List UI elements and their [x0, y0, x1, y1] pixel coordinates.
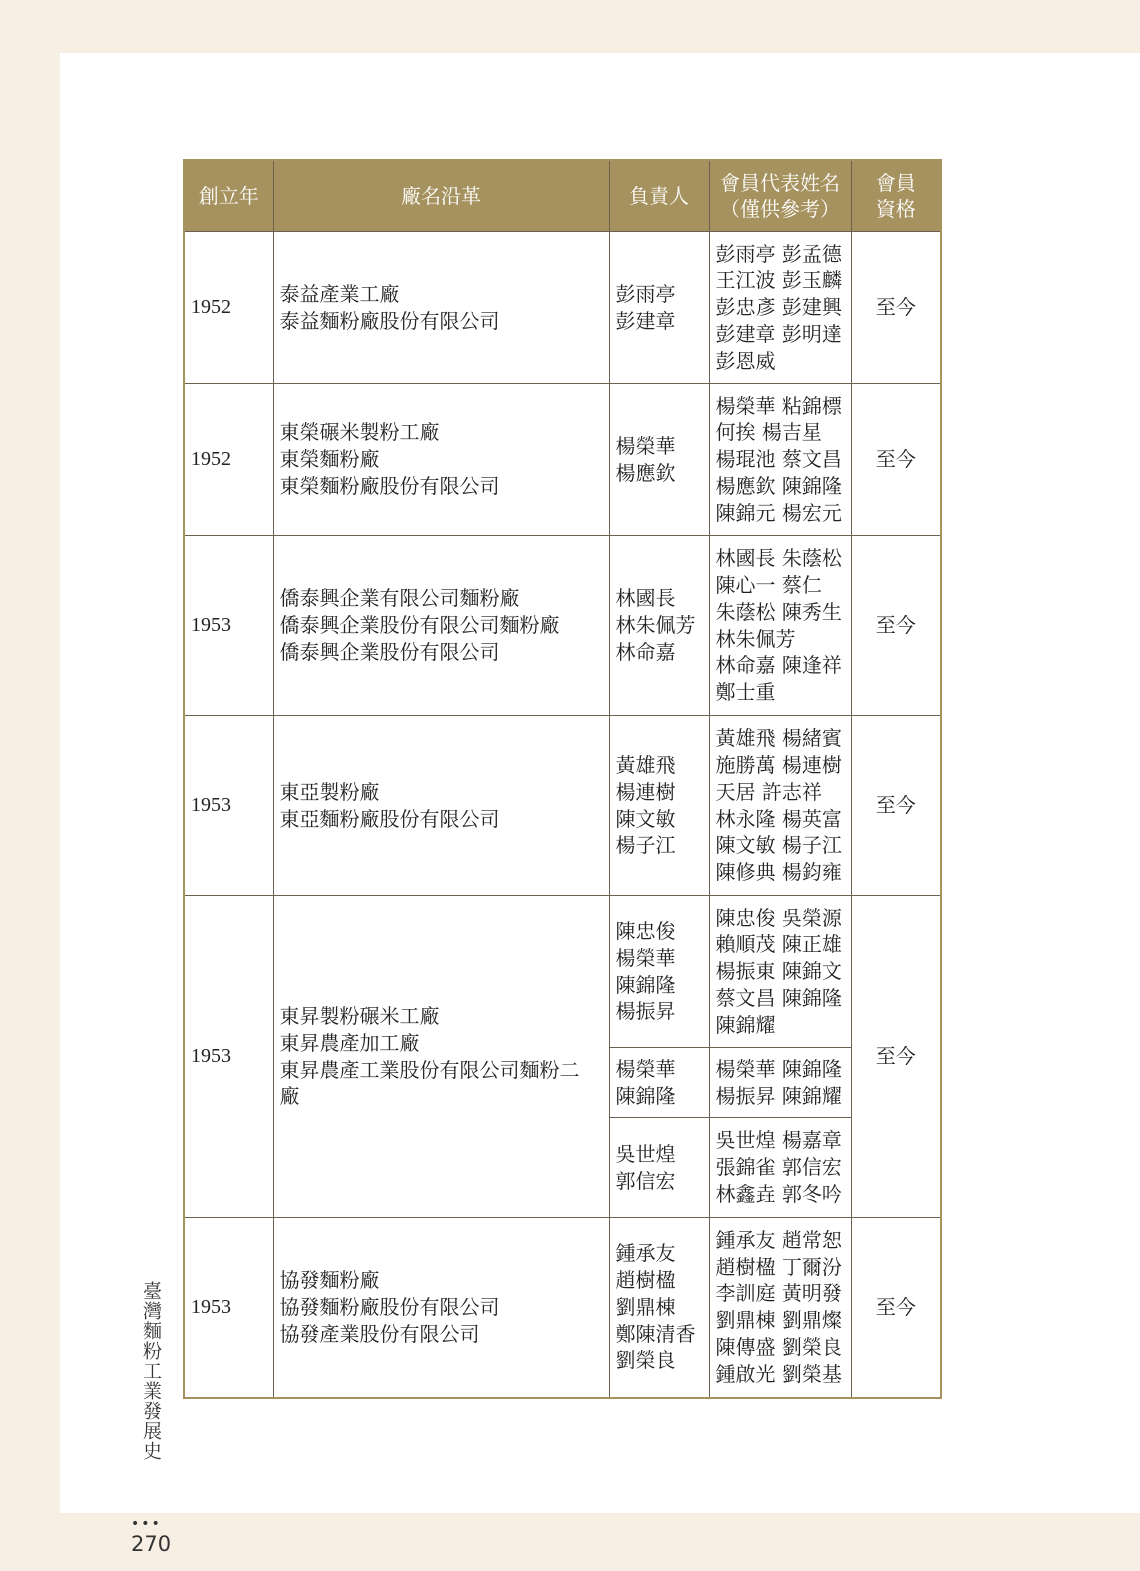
- representative-line: 楊振昇 陳錦耀: [715, 1083, 842, 1108]
- company-name-line: 東昇農產加工廠: [279, 1030, 420, 1055]
- table-row: [184, 232, 941, 384]
- owner-line: 彭建章: [615, 308, 676, 333]
- page-number: 270: [131, 1532, 172, 1556]
- representatives-cell: [709, 1118, 851, 1218]
- table-row: [184, 716, 941, 896]
- owner-line: 楊子江: [615, 833, 676, 858]
- header-year: 創立年: [184, 160, 273, 232]
- company-name-line: 泰益麵粉廠股份有限公司: [279, 308, 500, 333]
- owner-line: 劉榮良: [615, 1348, 676, 1373]
- table-row: [184, 384, 941, 536]
- representative-line: 陳文敏 楊子江: [715, 833, 842, 858]
- representative-line: 張錦雀 郭信宏: [715, 1155, 842, 1180]
- year-cell: 1952: [184, 384, 273, 536]
- header-status-line: 會員: [875, 171, 916, 195]
- membership-status-cell: 至今: [851, 232, 941, 384]
- representative-line: 林命嘉 陳逢祥: [715, 653, 842, 678]
- year-cell: 1953: [184, 536, 273, 716]
- company-name-line: 協發麵粉廠股份有限公司: [279, 1294, 500, 1319]
- company-name-line: 僑泰興企業股份有限公司: [279, 639, 500, 664]
- owner-line: 劉鼎棟: [615, 1294, 676, 1319]
- owner-line: 林命嘉: [615, 639, 676, 664]
- representative-line: 鍾承友 趙常恕: [715, 1227, 842, 1252]
- owner-cell: [609, 896, 709, 1048]
- owner-line: 鍾承友: [615, 1241, 676, 1266]
- representative-line: 天居 許志祥: [715, 779, 822, 804]
- year-cell: 1952: [184, 232, 273, 384]
- representative-line: 李訓庭 黃明發: [715, 1281, 842, 1306]
- company-name-cell: [273, 232, 609, 384]
- year-cell: 1953: [184, 896, 273, 1218]
- company-name-cell: [273, 536, 609, 716]
- header-name: 廠名沿革: [273, 160, 609, 232]
- page: [60, 53, 1140, 1556]
- company-name-line: 東榮麵粉廠: [279, 447, 380, 472]
- representatives-cell: [709, 384, 851, 536]
- company-name-line: 僑泰興企業有限公司麵粉廠: [279, 586, 520, 611]
- company-name-line: 協發產業股份有限公司: [279, 1321, 480, 1346]
- representative-line: 朱蔭松 陳秀生: [715, 599, 842, 624]
- owner-cell: [609, 1048, 709, 1118]
- owner-cell: [609, 1118, 709, 1218]
- owner-cell: [609, 232, 709, 384]
- company-name-cell: [273, 384, 609, 536]
- member-registry-table: [183, 159, 942, 1399]
- membership-status-cell: 至今: [851, 896, 941, 1218]
- header-reps-line: （僅供參考）: [720, 197, 840, 221]
- membership-status-cell: 至今: [851, 1218, 941, 1398]
- representatives-cell: [709, 1048, 851, 1118]
- membership-status-cell: 至今: [851, 536, 941, 716]
- representative-line: 陳錦耀: [715, 1012, 776, 1037]
- company-name-line: 東亞麵粉廠股份有限公司: [279, 806, 500, 831]
- representative-line: 彭恩威: [715, 348, 776, 373]
- owner-line: 陳文敏: [615, 806, 676, 831]
- representative-line: 陳錦元 楊宏元: [715, 500, 842, 525]
- representative-line: 林永隆 楊英富: [715, 806, 842, 831]
- year-cell: 1953: [184, 716, 273, 896]
- company-name-line: 東榮麵粉廠股份有限公司: [279, 473, 500, 498]
- header-status: [851, 160, 941, 232]
- owner-cell: [609, 384, 709, 536]
- representative-line: 何挨 楊吉星: [715, 420, 822, 445]
- membership-status-cell: 至今: [851, 716, 941, 896]
- owner-line: 吳世煌: [615, 1141, 676, 1166]
- representative-line: 陳忠俊 吳榮源: [715, 905, 842, 930]
- header-owner: 負責人: [609, 160, 709, 232]
- owner-line: 楊應欽: [615, 460, 676, 485]
- representative-line: 林朱佩芳: [715, 626, 796, 651]
- owner-line: 楊榮華: [615, 1056, 676, 1081]
- representative-line: 蔡文昌 陳錦隆: [715, 985, 842, 1010]
- representative-line: 陳傳盛 劉榮良: [715, 1335, 842, 1360]
- company-name-cell: [273, 716, 609, 896]
- representative-line: 吳世煌 楊嘉章: [715, 1128, 842, 1153]
- owner-line: 黃雄飛: [615, 752, 676, 777]
- representative-line: 林鑫垚 郭冬吟: [715, 1181, 842, 1206]
- representative-line: 賴順茂 陳正雄: [715, 932, 842, 957]
- owner-cell: [609, 1218, 709, 1398]
- company-name-line: 僑泰興企業股份有限公司麵粉廠: [279, 613, 560, 638]
- owner-line: 楊榮華: [615, 945, 676, 970]
- owner-line: 林國長: [615, 586, 676, 611]
- header-row: [184, 160, 941, 232]
- owner-line: 郭信宏: [615, 1168, 676, 1193]
- representatives-cell: [709, 716, 851, 896]
- header-status-line: 資格: [875, 197, 916, 221]
- owner-line: 楊連樹: [615, 779, 676, 804]
- year-cell: 1953: [184, 1218, 273, 1398]
- representatives-cell: [709, 1218, 851, 1398]
- membership-status-cell: 至今: [851, 384, 941, 536]
- representative-line: 楊振東 陳錦文: [715, 959, 842, 984]
- table-row: [184, 896, 941, 1048]
- representative-line: 鍾啟光 劉榮基: [715, 1361, 842, 1386]
- representative-line: 楊榮華 陳錦隆: [715, 1056, 842, 1081]
- owner-line: 林朱佩芳: [615, 613, 696, 638]
- representative-line: 彭忠彥 彭建興: [715, 295, 842, 320]
- owner-line: 趙樹楹: [615, 1268, 676, 1293]
- owner-line: 鄭陳清香: [615, 1321, 696, 1346]
- representative-line: 楊榮華 粘錦標: [715, 393, 842, 418]
- header-reps-line: 會員代表姓名: [720, 171, 840, 195]
- representative-line: 鄭士重: [715, 680, 776, 705]
- representatives-cell: [709, 232, 851, 384]
- page-dots: •••: [131, 1516, 162, 1532]
- owner-line: 楊榮華: [615, 433, 676, 458]
- header-reps: [709, 160, 851, 232]
- representative-line: 施勝萬 楊連樹: [715, 752, 842, 777]
- owner-line: 彭雨亭: [615, 281, 676, 306]
- book-title-vertical: 臺灣麵粉工業發展史: [140, 1281, 162, 1461]
- company-name-line: 東亞製粉廠: [279, 779, 380, 804]
- company-name-cell: [273, 1218, 609, 1398]
- company-name-line: 東昇農產工業股份有限公司麵粉二: [279, 1057, 580, 1082]
- representative-line: 楊琨池 蔡文昌: [715, 447, 842, 472]
- representatives-cell: [709, 536, 851, 716]
- company-name-line: 協發麵粉廠: [279, 1268, 380, 1293]
- representative-line: 彭雨亭 彭孟德: [715, 241, 842, 266]
- owner-line: 陳忠俊: [615, 918, 676, 943]
- representative-line: 陳修典 楊鈞雍: [715, 860, 842, 885]
- owner-cell: [609, 536, 709, 716]
- representative-line: 楊應欽 陳錦隆: [715, 473, 842, 498]
- company-name-line: 廠: [279, 1084, 300, 1109]
- representative-line: 林國長 朱蔭松: [715, 546, 842, 571]
- representative-line: 彭建章 彭明達: [715, 321, 842, 346]
- company-name-line: 泰益產業工廠: [279, 281, 400, 306]
- representative-line: 劉鼎棟 劉鼎燦: [715, 1308, 842, 1333]
- owner-line: 陳錦隆: [615, 972, 676, 997]
- company-name-line: 東昇製粉碾米工廠: [279, 1003, 440, 1028]
- representative-line: 陳心一 蔡仁: [715, 572, 822, 597]
- owner-line: 陳錦隆: [615, 1083, 676, 1108]
- table-row: [184, 1218, 941, 1398]
- owner-cell: [609, 716, 709, 896]
- table-body: [184, 232, 941, 1398]
- company-name-line: 東榮碾米製粉工廠: [279, 420, 440, 445]
- representatives-cell: [709, 896, 851, 1048]
- owner-line: 楊振昇: [615, 999, 676, 1024]
- table-row: [184, 536, 941, 716]
- representative-line: 王江波 彭玉麟: [715, 268, 842, 293]
- company-name-cell: [273, 896, 609, 1218]
- representative-line: 趙樹楹 丁爾汾: [715, 1254, 842, 1279]
- representative-line: 黃雄飛 楊緒賓: [715, 726, 842, 751]
